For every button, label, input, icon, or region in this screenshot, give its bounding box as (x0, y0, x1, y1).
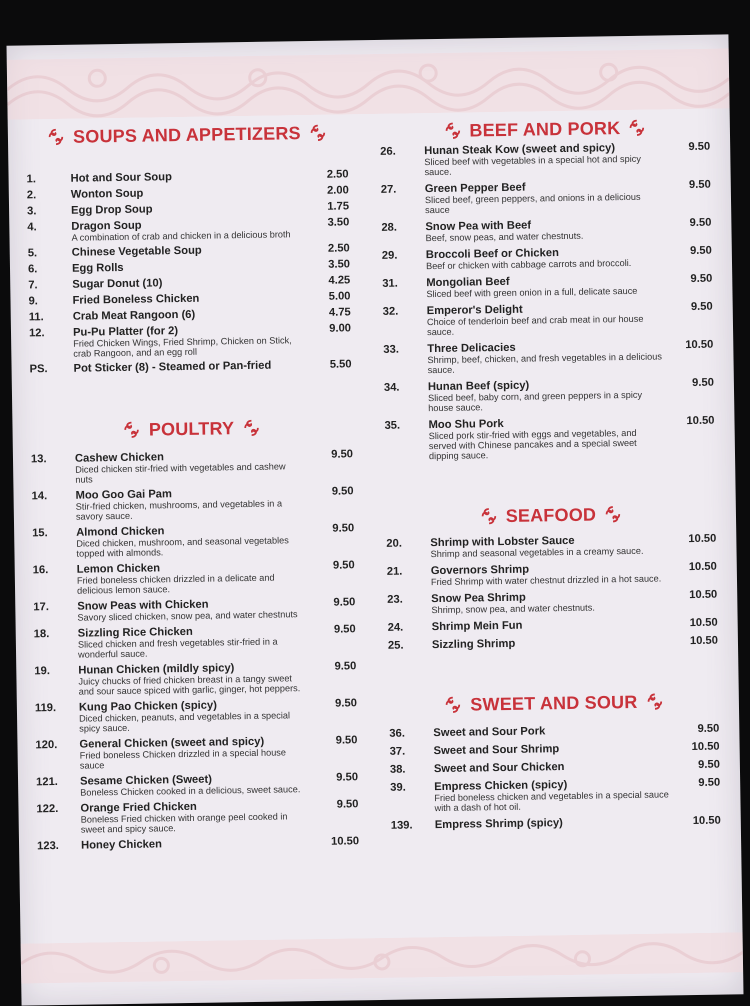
item-name: Green Pepper Beef (424, 181, 526, 196)
item-price: 9.50 (689, 216, 712, 230)
item-price: 9.50 (331, 448, 354, 461)
item-name: Pot Sticker (8) - Steamed or Pan-fried (73, 359, 272, 375)
item-price: 10.50 (686, 414, 715, 428)
item-name: Almond Chicken (76, 525, 165, 539)
menu-item (33, 559, 355, 596)
menu-item (390, 777, 720, 814)
item-price: 9.50 (334, 660, 357, 673)
item-price: 9.50 (698, 758, 720, 771)
item-number: 16. (32, 564, 49, 577)
ornament-icon (480, 507, 498, 525)
item-text (80, 772, 308, 798)
item-name: Kung Pao Chicken (spicy) (78, 699, 218, 714)
item-text (426, 273, 662, 299)
section-sweet-sour (389, 687, 721, 832)
item-number: 36. (389, 727, 406, 740)
item-description: Boneless Fried chicken with orange peel cooked in sweet and spicy sauce. (80, 811, 288, 835)
item-name: Empress Chicken (spicy) (434, 779, 568, 794)
item-number: 11. (28, 311, 44, 324)
item-name: Orange Fried Chicken (80, 800, 197, 815)
item-description: Choice of tenderloin beef and crab meat in our house sauce. (426, 313, 644, 338)
item-name: Shrimp with Lobster Sauce (430, 534, 575, 550)
item-number: 23. (387, 593, 403, 606)
item-price: 10.50 (691, 740, 720, 754)
menu-list (27, 168, 352, 375)
item-number: 123. (36, 840, 59, 853)
item-description: Stir-fried chicken, mushrooms, and vegetables in a savory sauce. (75, 498, 283, 522)
menu-item (382, 273, 712, 300)
item-number: 13. (30, 453, 47, 466)
item-text (427, 339, 663, 375)
item-text (435, 815, 671, 831)
item-price: 9.50 (692, 376, 714, 390)
item-number: 27. (380, 183, 397, 196)
item-number: 32. (382, 305, 399, 318)
item-number: 35. (384, 419, 401, 432)
item-text (81, 836, 309, 852)
ornament-icon (444, 696, 462, 714)
menu-list (380, 141, 715, 462)
item-text (79, 735, 307, 771)
item-number: 122. (36, 803, 59, 816)
menu-item (31, 485, 353, 522)
menu-item (32, 522, 354, 559)
item-description: Beef or chicken with cabbage carrots and broccoli. (425, 257, 632, 272)
item-name: Mongolian Beef (426, 275, 510, 290)
item-description: Sliced chicken and fresh vegetables stir-fried in a wonderful sauce. (77, 636, 278, 660)
item-number: 14. (31, 490, 48, 503)
item-price: 2.00 (326, 184, 349, 197)
item-text (80, 799, 308, 835)
item-description: Sliced beef with vegetables in a special hot and spicy sauce. (424, 153, 641, 178)
item-text (431, 589, 667, 615)
item-name: Sizzling Shrimp (431, 637, 516, 652)
menu-item (384, 377, 714, 414)
item-description: Shrimp, beef, chicken, and fresh vegetables in a delicious sauce. (427, 351, 662, 376)
item-name: Shrimp Mein Fun (431, 619, 523, 634)
item-number: 121. (35, 776, 58, 789)
item-number: 18. (33, 628, 50, 641)
item-price: 10.50 (689, 588, 718, 602)
item-name: Sizzling Rice Chicken (77, 625, 193, 640)
item-text (75, 486, 303, 522)
menu-list (386, 533, 718, 652)
menu-item (386, 533, 716, 560)
item-price: 9.50 (335, 697, 357, 710)
item-text (434, 777, 670, 813)
item-name: Hunan Chicken (mildly spicy) (78, 662, 235, 677)
section-beef-pork (380, 113, 715, 462)
item-name: Sweet and Sour Pork (433, 725, 546, 740)
ornament-icon (604, 505, 622, 523)
menu-item (37, 835, 359, 852)
item-number: 6. (27, 263, 38, 276)
menu-item (29, 306, 351, 323)
item-name: Snow Peas with Chicken (77, 598, 209, 613)
item-text (71, 169, 299, 185)
menu-item (381, 217, 711, 244)
section-poultry (30, 412, 359, 852)
item-number: 25. (387, 639, 404, 652)
item-text (77, 597, 305, 623)
item-description: Fried Shrimp with water chestnut drizzled in a hot sauce. (430, 573, 662, 588)
item-price: 1.75 (327, 200, 350, 213)
section-title-text: BEEF AND PORK (469, 117, 621, 140)
menu-item (34, 660, 356, 697)
item-number: 1. (26, 173, 37, 186)
item-name: Honey Chicken (80, 838, 162, 852)
item-name: Lemon Chicken (76, 562, 161, 576)
item-text (77, 560, 305, 596)
item-number: 139. (390, 819, 413, 832)
item-number: 2. (26, 189, 37, 202)
item-text (71, 201, 299, 217)
ornament-icon (645, 692, 663, 710)
menu-list (31, 448, 359, 852)
item-price: 10.50 (685, 338, 714, 352)
menu-page (7, 34, 744, 1005)
item-text (433, 723, 669, 739)
item-number: 28. (381, 221, 398, 234)
section-soups-appetizers (26, 118, 352, 375)
item-price: 5.00 (328, 290, 351, 303)
item-text (71, 185, 299, 201)
item-description: Fried boneless chicken drizzled in a delicate and delicious lemon sauce. (76, 572, 275, 596)
item-number: 9. (28, 295, 38, 308)
item-number: 24. (387, 621, 404, 634)
item-name: Governors Shrimp (430, 563, 530, 578)
decorative-border-bottom (21, 932, 744, 983)
item-text (430, 533, 666, 559)
menu-item (384, 415, 715, 462)
menu-list (389, 723, 721, 832)
item-price: 10.50 (330, 835, 360, 848)
item-name: Egg Rolls (71, 261, 124, 275)
item-description: A combination of crab and chicken in a delicious broth (71, 229, 291, 243)
item-price: 9.50 (332, 559, 355, 572)
item-price: 9.50 (688, 178, 711, 192)
item-number: 38. (389, 763, 406, 776)
menu-item (387, 589, 717, 616)
menu-item (390, 759, 720, 776)
item-price: 9.50 (688, 140, 711, 154)
item-number: 120. (35, 739, 58, 752)
item-text (425, 179, 661, 215)
item-text (72, 275, 300, 291)
menu-item (380, 141, 710, 178)
item-name: General Chicken (sweet and spicy) (79, 735, 265, 751)
item-price: 9.50 (333, 596, 356, 609)
ornament-icon (628, 119, 646, 137)
item-price: 9.50 (333, 623, 356, 636)
section-title-text: SEAFOOD (505, 504, 597, 526)
item-name: Snow Pea with Beef (425, 219, 532, 234)
item-name: Sugar Donut (10) (72, 277, 163, 291)
item-price: 2.50 (326, 168, 349, 181)
menu-item (390, 741, 720, 758)
item-number: 7. (28, 279, 38, 292)
item-name: Sweet and Sour Shrimp (433, 743, 560, 758)
section-title-text: SOUPS AND APPETIZERS (72, 122, 301, 147)
ornament-icon (443, 122, 461, 140)
menu-item (28, 258, 350, 275)
item-price: 10.50 (689, 634, 719, 648)
item-name: Emperor's Delight (426, 303, 523, 318)
item-number: 21. (386, 565, 403, 578)
item-price: 9.50 (335, 734, 358, 747)
menu-item (29, 358, 351, 375)
item-description: Savory sliced chicken, snow pea, and water chestnuts (77, 609, 298, 623)
item-text (78, 624, 306, 660)
item-description: Sliced beef, green peppers, and onions in a delicious sauce (424, 191, 641, 216)
item-description: Diced chicken, mushroom, and seasonal vegetables topped with almonds. (76, 535, 289, 559)
item-description: Diced chicken stir-fried with vegetables and cashew nuts (75, 461, 286, 485)
item-text (425, 217, 661, 243)
item-text (424, 141, 660, 177)
item-price: 9.50 (336, 771, 359, 784)
item-text (78, 661, 306, 697)
item-description: Diced chicken, peanuts, and vegetables in a special spicy sauce. (79, 710, 291, 734)
decorative-border-top (7, 48, 730, 119)
item-description: Sliced beef with green onion in a full, delicate sauce (426, 285, 638, 300)
item-number: 12. (28, 327, 45, 340)
item-text (72, 291, 300, 307)
menu-item (33, 596, 355, 623)
item-name: Chinese Vegetable Soup (71, 244, 202, 259)
item-number: 119. (34, 702, 57, 715)
item-price: 9.50 (331, 485, 354, 498)
item-text (72, 259, 300, 275)
item-number: 29. (381, 249, 398, 262)
item-description: Shrimp and seasonal vegetables in a creamy sauce. (430, 545, 644, 560)
item-name: Cashew Chicken (74, 451, 165, 465)
ornament-icon (47, 128, 65, 146)
item-price: 10.50 (688, 560, 717, 574)
item-price: 10.50 (688, 532, 717, 546)
menu-item (28, 290, 350, 307)
item-price: 9.50 (336, 798, 359, 811)
item-text (432, 635, 668, 651)
item-price: 9.50 (690, 272, 713, 286)
item-number: 3. (27, 205, 37, 218)
item-name: Hot and Sour Soup (70, 171, 172, 185)
item-name: Hunan Beef (spicy) (427, 379, 530, 394)
item-name: Crab Meat Rangoon (6) (72, 308, 196, 323)
menu-item (381, 179, 711, 216)
menu-item (31, 448, 353, 485)
item-number: 37. (389, 745, 406, 758)
ornament-icon (242, 419, 260, 437)
item-text (428, 377, 664, 413)
menu-item (27, 216, 349, 243)
menu-item (28, 242, 350, 259)
item-name: Hunan Steak Kow (sweet and spicy) (424, 142, 616, 158)
left-column (26, 118, 359, 857)
menu-item (34, 623, 356, 660)
item-name: Moo Goo Gai Pam (75, 488, 173, 502)
menu-item (391, 815, 721, 832)
section-seafood (386, 499, 718, 652)
item-price: 9.00 (329, 322, 352, 335)
item-text (431, 561, 667, 587)
item-number: 26. (380, 145, 396, 158)
menu-item (387, 561, 717, 588)
item-name: Empress Shrimp (spicy) (434, 817, 563, 832)
ornament-icon (123, 421, 141, 439)
section-title-text: POULTRY (148, 417, 235, 440)
item-text (427, 301, 663, 337)
right-column (380, 113, 721, 838)
item-text (72, 243, 300, 259)
menu-item (382, 245, 712, 272)
item-name: Dragon Soup (71, 219, 142, 233)
item-number: 19. (34, 665, 50, 678)
menu-item (383, 301, 713, 338)
item-name: Moo Shu Pork (428, 417, 504, 432)
item-name: Sesame Chicken (Sweet) (79, 773, 212, 788)
item-name: Wonton Soup (70, 187, 144, 201)
item-name: Pu-Pu Platter (for 2) (72, 325, 179, 339)
section-title-text: SWEET AND SOUR (470, 691, 638, 715)
menu-item (388, 617, 718, 634)
ornament-icon (309, 124, 327, 142)
item-name: Broccoli Beef or Chicken (425, 247, 559, 262)
item-name: Three Delicacies (427, 341, 516, 356)
item-price: 4.75 (328, 306, 351, 319)
item-text (71, 217, 299, 243)
item-price: 2.50 (327, 242, 350, 255)
item-number: 5. (27, 247, 38, 260)
item-text (434, 759, 670, 775)
item-text (76, 523, 304, 559)
item-price: 9.50 (332, 522, 355, 535)
item-name: Egg Drop Soup (71, 203, 153, 217)
item-price: 4.25 (328, 274, 351, 287)
item-text (73, 323, 301, 359)
item-description: Fried Chicken Wings, Fried Shrimp, Chicken on Stick, crab Rangoon, and an egg roll (73, 335, 292, 359)
item-number: 31. (382, 277, 398, 290)
item-name: Fried Boneless Chicken (72, 292, 200, 307)
item-number: 15. (32, 527, 48, 540)
item-text (434, 741, 670, 757)
item-number: 33. (383, 343, 399, 356)
item-price: 9.50 (689, 244, 712, 258)
item-text (73, 359, 301, 375)
item-number: 34. (383, 381, 400, 394)
item-number: 39. (390, 781, 406, 794)
menu-item (35, 697, 357, 734)
menu-item (28, 274, 350, 291)
item-price: 5.50 (329, 358, 352, 371)
item-number: 17. (33, 601, 49, 614)
item-description: Sliced pork stir-fried with eggs and vegetables, and served with Chinese pancakes and a special sweet dipping sauce. (428, 427, 637, 462)
item-text (428, 415, 665, 461)
item-name: Sweet and Sour Chicken (433, 761, 565, 776)
item-number: 20. (386, 537, 403, 550)
item-description: Boneless Chicken cooked in a delicious, sweet sauce. (80, 784, 301, 798)
item-price: 10.50 (692, 814, 721, 828)
item-text (426, 245, 662, 271)
item-price: 3.50 (328, 258, 351, 271)
item-price: 9.50 (698, 776, 721, 789)
menu-item (35, 734, 357, 771)
item-description: Juicy chucks of fried chicken breast in a tangy sweet and sour sauce spiced with garlic, ginger, hot peppers. (78, 673, 301, 697)
menu-item (383, 339, 713, 376)
menu-item (388, 635, 718, 652)
item-text (75, 449, 303, 485)
item-description: Sliced beef, baby corn, and green peppers in a spicy house sauce. (428, 389, 643, 414)
item-number: 4. (27, 221, 37, 234)
item-description: Shrimp, snow pea, and water chestnuts. (431, 602, 595, 616)
item-price: 3.50 (327, 216, 350, 229)
item-text (79, 698, 307, 734)
item-description: Beef, snow peas, and water chestnuts. (425, 230, 584, 244)
item-price: 9.50 (697, 722, 720, 735)
menu-item (27, 184, 349, 201)
menu-item (36, 798, 358, 835)
item-price: 10.50 (689, 616, 718, 630)
menu-item (36, 771, 358, 798)
item-price: 9.50 (690, 300, 713, 314)
menu-item (29, 322, 351, 359)
item-description: Fried boneless chicken and vegetables in a special sauce with a dash of hot oil. (434, 789, 669, 814)
item-number: PS. (29, 363, 48, 376)
menu-item (27, 200, 349, 217)
item-name: Snow Pea Shrimp (431, 591, 526, 606)
item-text (432, 617, 668, 633)
item-text (73, 307, 301, 323)
item-description: Fried boneless Chicken drizzled in a special house sauce (79, 747, 287, 771)
